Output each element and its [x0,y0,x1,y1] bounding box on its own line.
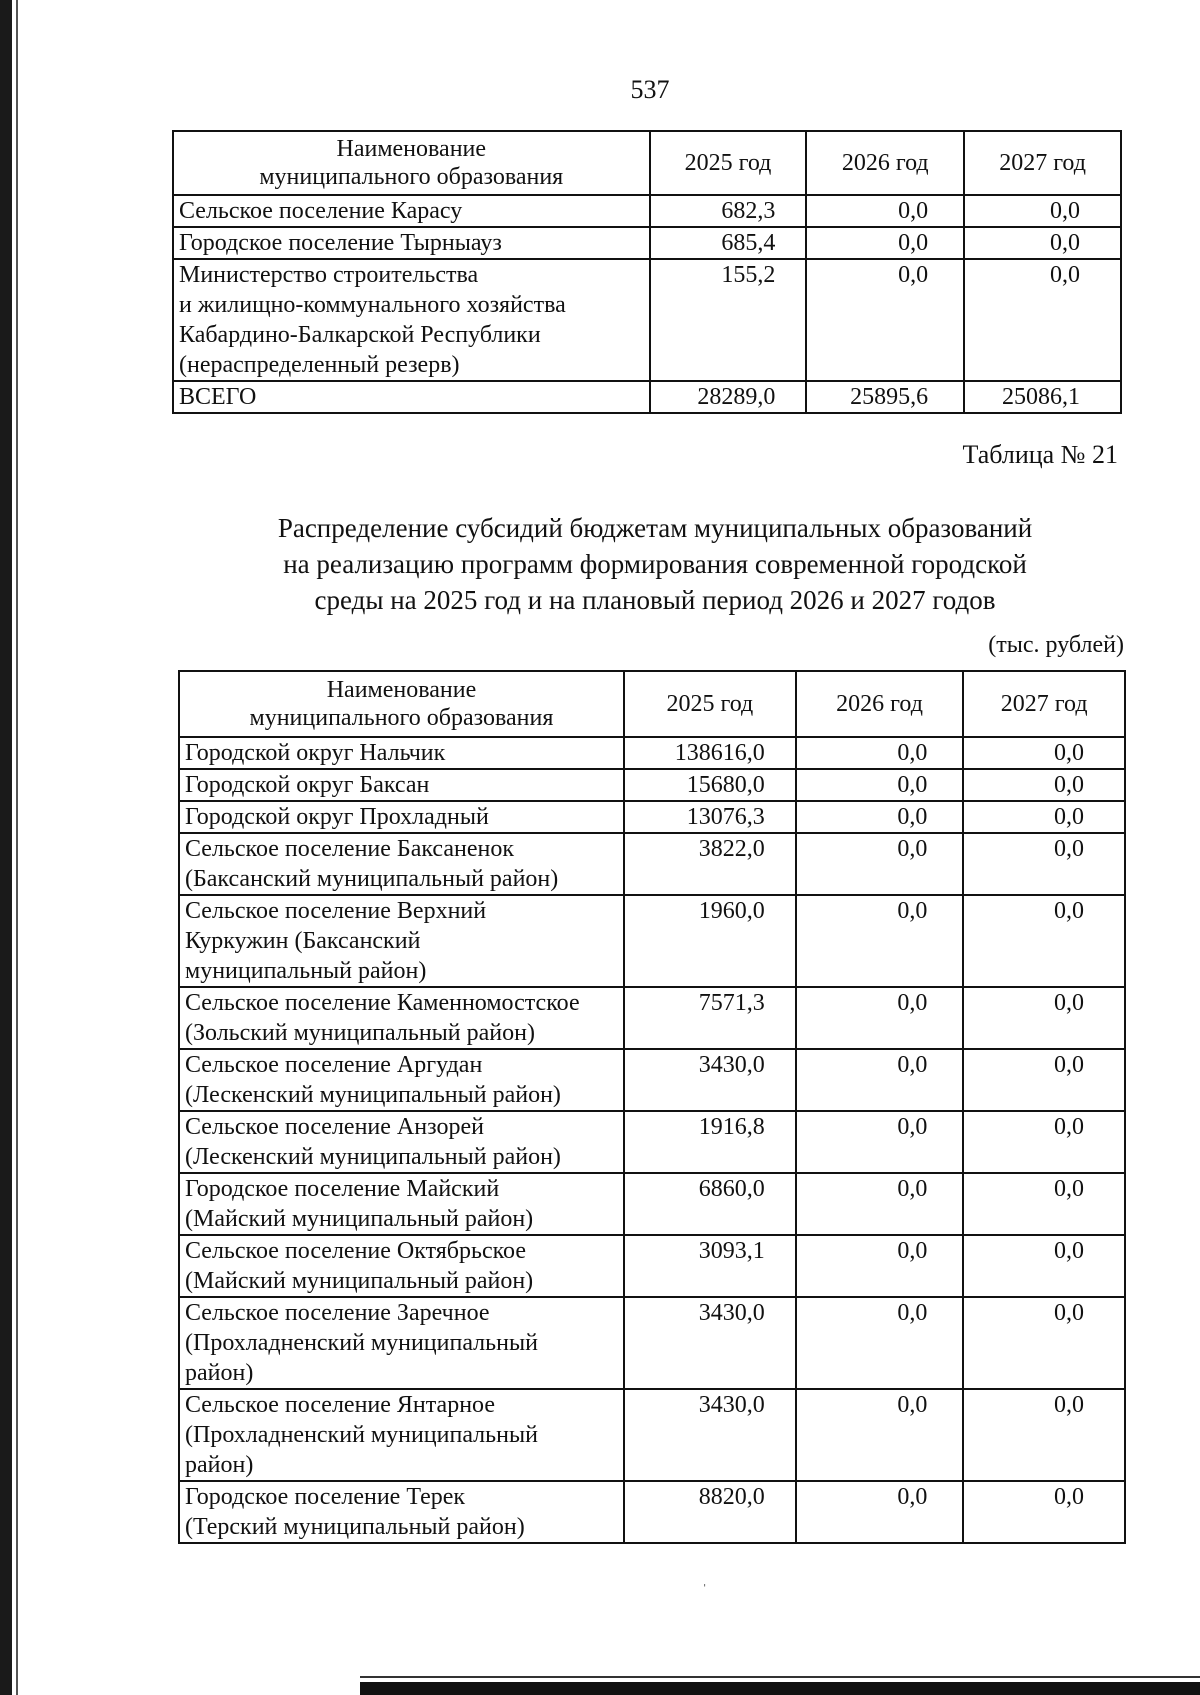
scan-edge-line [16,0,18,1695]
row-2025: 1916,8 [624,1111,796,1173]
row-2026: 0,0 [796,737,964,769]
row-2026: 0,0 [796,1481,964,1543]
table-row [179,1173,1125,1235]
table-2-header-2027: 2027 год [963,671,1125,737]
row-2027: 0,0 [963,1049,1125,1111]
table-2-header-2025: 2025 год [624,671,796,737]
row-2027: 0,0 [963,987,1125,1049]
row-2027: 0,0 [964,259,1121,381]
row-name: Городской округ Нальчик [179,737,624,769]
row-name: Сельское поселение Анзорей (Лескенский муниципальный район) [179,1111,624,1173]
table-row [179,895,1125,987]
table-row [179,1111,1125,1173]
row-name: Сельское поселение Баксаненок (Баксанский муниципальный район) [179,833,624,895]
row-2027: 0,0 [963,1173,1125,1235]
row-2027: 0,0 [963,1389,1125,1481]
row-2025: 685,4 [650,227,807,259]
table-2-header-name: Наименование муниципального образования [179,671,624,737]
table-row [179,1235,1125,1297]
row-2026: 0,0 [806,195,964,227]
row-2027: 0,0 [963,769,1125,801]
scan-edge-left [0,0,12,1695]
row-2025: 3093,1 [624,1235,796,1297]
row-2026: 0,0 [796,1235,964,1297]
row-2027: 0,0 [963,1111,1125,1173]
row-2026: 0,0 [796,987,964,1049]
row-2027: 0,0 [963,1481,1125,1543]
row-2025: 682,3 [650,195,807,227]
row-2027: 0,0 [963,1235,1125,1297]
table-1-header-2026: 2026 год [806,131,964,195]
row-2025: 7571,3 [624,987,796,1049]
row-2026: 0,0 [796,833,964,895]
row-name: Городское поселение Тырныауз [173,227,650,259]
table-row [179,801,1125,833]
row-2026: 0,0 [796,1111,964,1173]
table-number: Таблица № 21 [962,440,1118,469]
table-title: Распределение субсидий бюджетам муниципальных образований на реализацию программ формирования современной городской среды на 2025 год и на плановый период 2026 и 2027 годов [277,513,1033,615]
row-2026: 0,0 [796,1389,964,1481]
table-row [179,1049,1125,1111]
table-1-header-2027: 2027 год [964,131,1121,195]
table-row [173,227,1121,259]
row-2027: 0,0 [964,227,1121,259]
table-2 [178,670,1126,1544]
row-2027: 0,0 [963,895,1125,987]
table-row [173,259,1121,381]
row-2026: 0,0 [796,1049,964,1111]
row-2027: 0,0 [963,737,1125,769]
row-2026: 25895,6 [806,381,964,413]
page-number: 537 [630,75,670,104]
table-row [173,195,1121,227]
scan-speck: ˈ [702,1582,708,1599]
row-2025: 6860,0 [624,1173,796,1235]
row-2027: 0,0 [963,801,1125,833]
row-2025: 1960,0 [624,895,796,987]
row-2025: 155,2 [650,259,807,381]
row-2026: 0,0 [796,769,964,801]
row-2025: 28289,0 [650,381,807,413]
row-2025: 13076,3 [624,801,796,833]
scan-edge-bottom-line [360,1676,1200,1678]
row-2026: 0,0 [806,259,964,381]
row-2025: 15680,0 [624,769,796,801]
row-2025: 3430,0 [624,1389,796,1481]
row-2027: 25086,1 [964,381,1121,413]
row-2027: 0,0 [963,833,1125,895]
row-2025: 8820,0 [624,1481,796,1543]
row-name: Сельское поселение Карасу [173,195,650,227]
row-2027: 0,0 [964,195,1121,227]
row-2027: 0,0 [963,1297,1125,1389]
row-2025: 3430,0 [624,1297,796,1389]
row-2026: 0,0 [796,801,964,833]
scan-edge-bottom [360,1682,1200,1695]
table-1-header-name: Наименование муниципального образования [173,131,650,195]
table-row [179,1481,1125,1543]
row-name: Сельское поселение Янтарное (Прохладненский муниципальный район) [179,1389,624,1481]
row-name: Городское поселение Майский (Майский муниципальный район) [179,1173,624,1235]
row-2026: 0,0 [796,895,964,987]
table-row [179,833,1125,895]
table-row [179,1297,1125,1389]
row-name: Сельское поселение Октябрьское (Майский муниципальный район) [179,1235,624,1297]
row-2026: 0,0 [796,1173,964,1235]
table-2-header-2026: 2026 год [796,671,964,737]
table-units: (тыс. рублей) [988,632,1124,658]
row-name: Сельское поселение Каменномостское (Зольский муниципальный район) [179,987,624,1049]
row-2026: 0,0 [796,1297,964,1389]
row-name: Сельское поселение Верхний Куркужин (Баксанский муниципальный район) [179,895,624,987]
table-1 [172,130,1122,414]
row-name: ВСЕГО [173,381,650,413]
row-name: Городской округ Прохладный [179,801,624,833]
row-2025: 138616,0 [624,737,796,769]
row-2025: 3822,0 [624,833,796,895]
table-1-header-2025: 2025 год [650,131,807,195]
table-row-total [173,381,1121,413]
row-name: Сельское поселение Аргудан (Лескенский муниципальный район) [179,1049,624,1111]
row-name: Городское поселение Терек (Терский муниципальный район) [179,1481,624,1543]
row-name: Городской округ Баксан [179,769,624,801]
table-row [179,769,1125,801]
table-row [179,1389,1125,1481]
table-row [179,737,1125,769]
row-2026: 0,0 [806,227,964,259]
row-name: Сельское поселение Заречное (Прохладненский муниципальный район) [179,1297,624,1389]
row-name: Министерство строительства и жилищно-коммунального хозяйства Кабардино-Балкарской Республики (нераспределенный резерв) [173,259,650,381]
row-2025: 3430,0 [624,1049,796,1111]
table-row [179,987,1125,1049]
